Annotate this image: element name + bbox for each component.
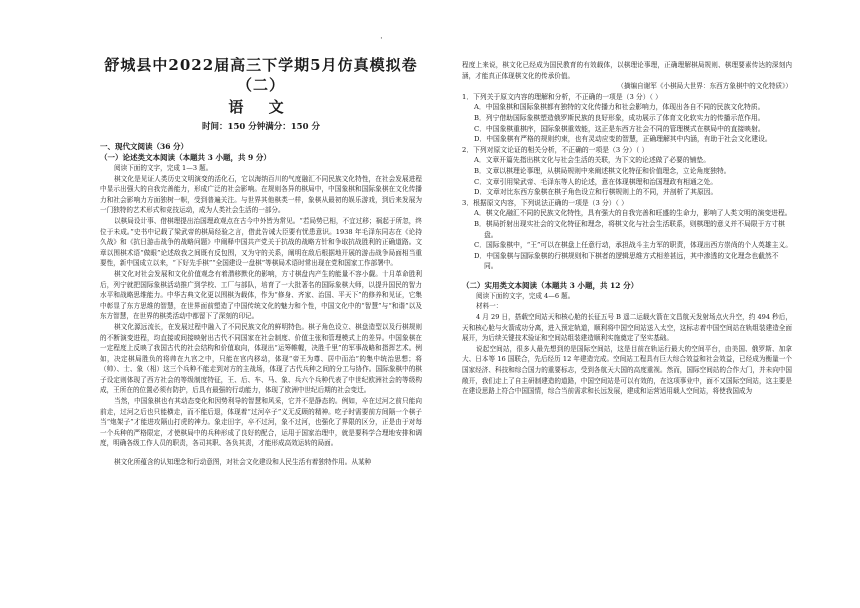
paragraph: 以棋局设计事、借棋理提出治国理政观点在古今中外皆为常见。“若局势已相，不宜过移；祸起于所忽，终位于未成。”史书中记载了梁武帝的棋局经验之言，借此告诫大臣要有忧患意识。1938 年毛泽东同志在《论持久战》和《抗日游击战争的战略问题》中阐释中国共产党关于抗战的战略方针和争取抗战胜利的正确道路。文章以围棋术语“做眼”论述敌我之间既有反包围，又为守的关系，阐明在敌后根据地开展的游击战争局面相当重要性，新中国成立以来，“下好先手棋”“全国建设一盘棋”等棋局术语时常出现在党和国家工作部署中。 <box>100 216 422 268</box>
exam-title: 舒城县中2022届高三下学期5月仿真模拟卷（二） <box>104 56 418 94</box>
question-3-option-a: A．棋文化融汇不同的民族文化特性，具有强大的自我完善和旺盛的生命力，影响了人类文明的演变进程。 <box>474 209 792 218</box>
question-2-option-c: C．文章引用梁武帝、毛泽东等人的论述，意在体现棋理和治国理政有相通之处。 <box>474 177 718 186</box>
paragraph: 棋文化对社会发展和文化价值观念有着潜移默化的影响，方寸棋盘内产生的能量不容小觑。十月革命胜利后，列宁就把国际象棋活动推广到学校、工厂与部队，培育了一大批著名的国际象棋大师，以提升国民的智力水平和战略思维能力。中华古典文化更以围棋为载体，作为“修身、齐家、治国、平天下”的修养和见证，它集中彰显了东方思维的智慧，在世界面前塑造了中国传统文化的魅力和个性，中国文化中的“智慧”与“和谐”以及东方智慧，在世界的棋类活动中都留下了深刻的印记。 <box>100 269 422 321</box>
question-2: 2．下列对原文论证的相关分析，不正确的一项是（3 分）（ ） <box>462 145 649 154</box>
question-2-option-b: B．文章以棋理论事理，从棋局规则中来阐述棋文化特征和价值理念，立论角度独特。 <box>474 166 731 175</box>
paragraph: 程度上来说，棋文化已经成为国民教育的有效载体，以棋理论事理，正确理解棋局规则、棋理要素传达的深刻内涵，才能真正体现棋文化的传承价值。 <box>462 61 792 80</box>
left-column <box>100 55 422 468</box>
question-3-option-d: D．中国象棋与国际象棋的行棋规则和下棋者的逻辑思维方式相差甚远，其中渗透的文化理念也截然不同。 <box>474 251 779 271</box>
question-1-option-c: C．中国象棋重棋序，国际象棋重效能，这正是东西方社会不同的管理模式在棋局中的直接映射。 <box>474 124 765 133</box>
question-1-option-d: D．中国象棋有严格的规则约束，也有灵动应变的智慧，正确理解其中内涵，有助于社会文化建设。 <box>474 135 772 144</box>
paragraph: 当然，中国象棋也有其动态变化和因势利导的智慧和风采，它并不是静态的。例如，卒在过河之前只能向前走，过河之后也只能横走，而不能后退，体现着“过河卒子”义无反顾的精神。吃子时需要前方间隔一个棋子当“炮架子”才能进攻隔山打虎的神力。象走田字，卒不过河，象不过河，也强化了界限的区分，正是由于对每一个兵种的严格限定，才使棋局中的兵种形成了良好的配合，运用于国家治理中，就是要科学合理地安排和调度，明确各级工作人员的职责，各司其职、各负其责，才能形成高效运转的局面。 <box>100 397 422 448</box>
time-score-line: 时间：150 分钟满分：150 分 <box>202 122 320 132</box>
question-3-option-c: C．国际象棋中，“王”可以在棋盘上任意行动，承担战斗主力军的职责，体现出西方崇尚的个人英雄主义。 <box>474 241 793 250</box>
material-label: 材料一： <box>476 302 503 311</box>
section-heading: 一、现代文阅读（36 分） <box>100 142 189 151</box>
top-dot: · <box>380 34 383 44</box>
question-1-option-b: B．列宁借助国际象棋塑造俄罗斯民族的良好形象，成功展示了体育文化软实力的传播示范作用。 <box>474 113 765 122</box>
right-column <box>462 60 792 397</box>
material-paragraph: 说起空间站，很多人最先想到的是国际空间站，这是目前在轨运行最大的空间平台，由美国、俄罗斯、加拿大、日本等 16 国联合，先后经历 12 年建造完成。空间站工程具有巨大综合效益和社会效益，已经成为衡量一个国家经济、科技和综合国力的重要标志，受到各航天大国的高度重视。然而，国际空间站的合作大门，并未向中国敞开，我们走上了自主研制建造的道路，中国空间站是可以有效的，在这项事业中，面不又国际空间站，这主要是在建设思路上符合中国国情，综合当前需求和长远发展，建成和运营适用载人空间站，将使我国成为 <box>462 344 792 396</box>
subject-title: 语 文 <box>228 98 294 116</box>
question-3: 3．根据原文内容，下列说法正确的一项是（3 分）（ ） <box>462 198 628 207</box>
question-1-option-a: A．中国象棋和国际象棋都有独特的文化传播力和社会影响力，体现出各自不同的民族文化特质。 <box>474 103 765 112</box>
question-2-option-a: A．文章开篇先指出棋文化与社会生活的关联，为下文的论述做了必要的铺垫。 <box>474 156 711 165</box>
instruction: 阅读下面的文字，完成 1—3 题。 <box>114 164 213 172</box>
question-1: 1．下列关于原文内容的理解和分析，不正确的一项是（3 分）（ ） <box>462 92 662 101</box>
subsection-heading: （一）论述类文本阅读（本题共 3 小题，共 9 分） <box>100 153 271 162</box>
paragraph: 棋文化是见证人类历史文明演变的活化石，它以海纳百川的气度融汇不同民族文化特性，在社会发展进程中显示出强大的自我完善能力，形成广泛的社会影响。在规则各异的棋局中，中国象棋和国际象棋在文化传播力和社会影响力方面独树一帜，受到普遍关注。与世界其他棋类一样，象棋从最初的娱乐游戏，到后来发展为一门独特的艺术形式和竞技运动，成为人类社会生活的一部分。 <box>100 174 422 215</box>
question-3-option-b: B．棋局折射出现实社会的文化特征和理念，将棋文化与社会生活联系，则棋理的意义并不局限于方寸棋盘。 <box>474 219 785 239</box>
material-paragraph: 4 月 29 日，搭载空间站天和核心舱的长征五号 B 遥二运载火箭在文昌航天发射场点火升空，约 494 秒后，天和核心舱与火箭成功分离，进入预定轨道，顺利将中国空间站送入太空，这标志着中国空间站在轨组装建造全面展开，为后续关键技术验证和空间站组装建造顺利实施奠定了坚实基础。 <box>462 313 792 343</box>
paragraph: 棋文化源远流长，在发展过程中融入了不同民族文化的鲜明特色。棋子角色设立、棋盘造型以及行棋规则的不断演变进程，均直接或间接映射出古代不同国家在社会制度、价值主张和管理模式上的差异。中国象棋在一定程度上反映了我国古代的社会结构和价值取向，体现出“运筹帷幄，决胜千里”的军事战略和指挥艺术。例如，决定棋局胜负的将帅在九宫之中，只能在宫内移动，体现“帝王为尊、居中而治”的集中统治思想；将（帅）、士、象（相）这三个兵种不能走到对方的主战场，体现了古代兵种之间的分工与协作。国际象棋中的棋子设定则体现了西方社会的等级制度特征，王、后、车、马、象、兵六个兵种代表了中世纪欧洲社会的等级构成，王所在的位置必须有防护，后具有最强的行动能力，体现了欧洲中世纪后期的社会变迁。 <box>100 322 422 395</box>
source-citation: （摘编自谢军《小棋局大世界：东西方象棋中的文化特质》） <box>617 82 792 91</box>
question-2-option-d: D．文章对比东西方象棋在棋子角色设立和行棋规则上的不同，并剖析了其原因。 <box>474 188 718 197</box>
instruction-2: 阅读下面的文字，完成 4—6 题。 <box>476 291 575 300</box>
subsection-heading-2: （二）实用类文本阅读（本题共 3 小题，共 12 分） <box>462 280 639 290</box>
paragraph: 棋文化所蕴含的认知理念和行动意图，对社会文化建设和人民生活有着独特作用。从某种 <box>114 458 372 467</box>
